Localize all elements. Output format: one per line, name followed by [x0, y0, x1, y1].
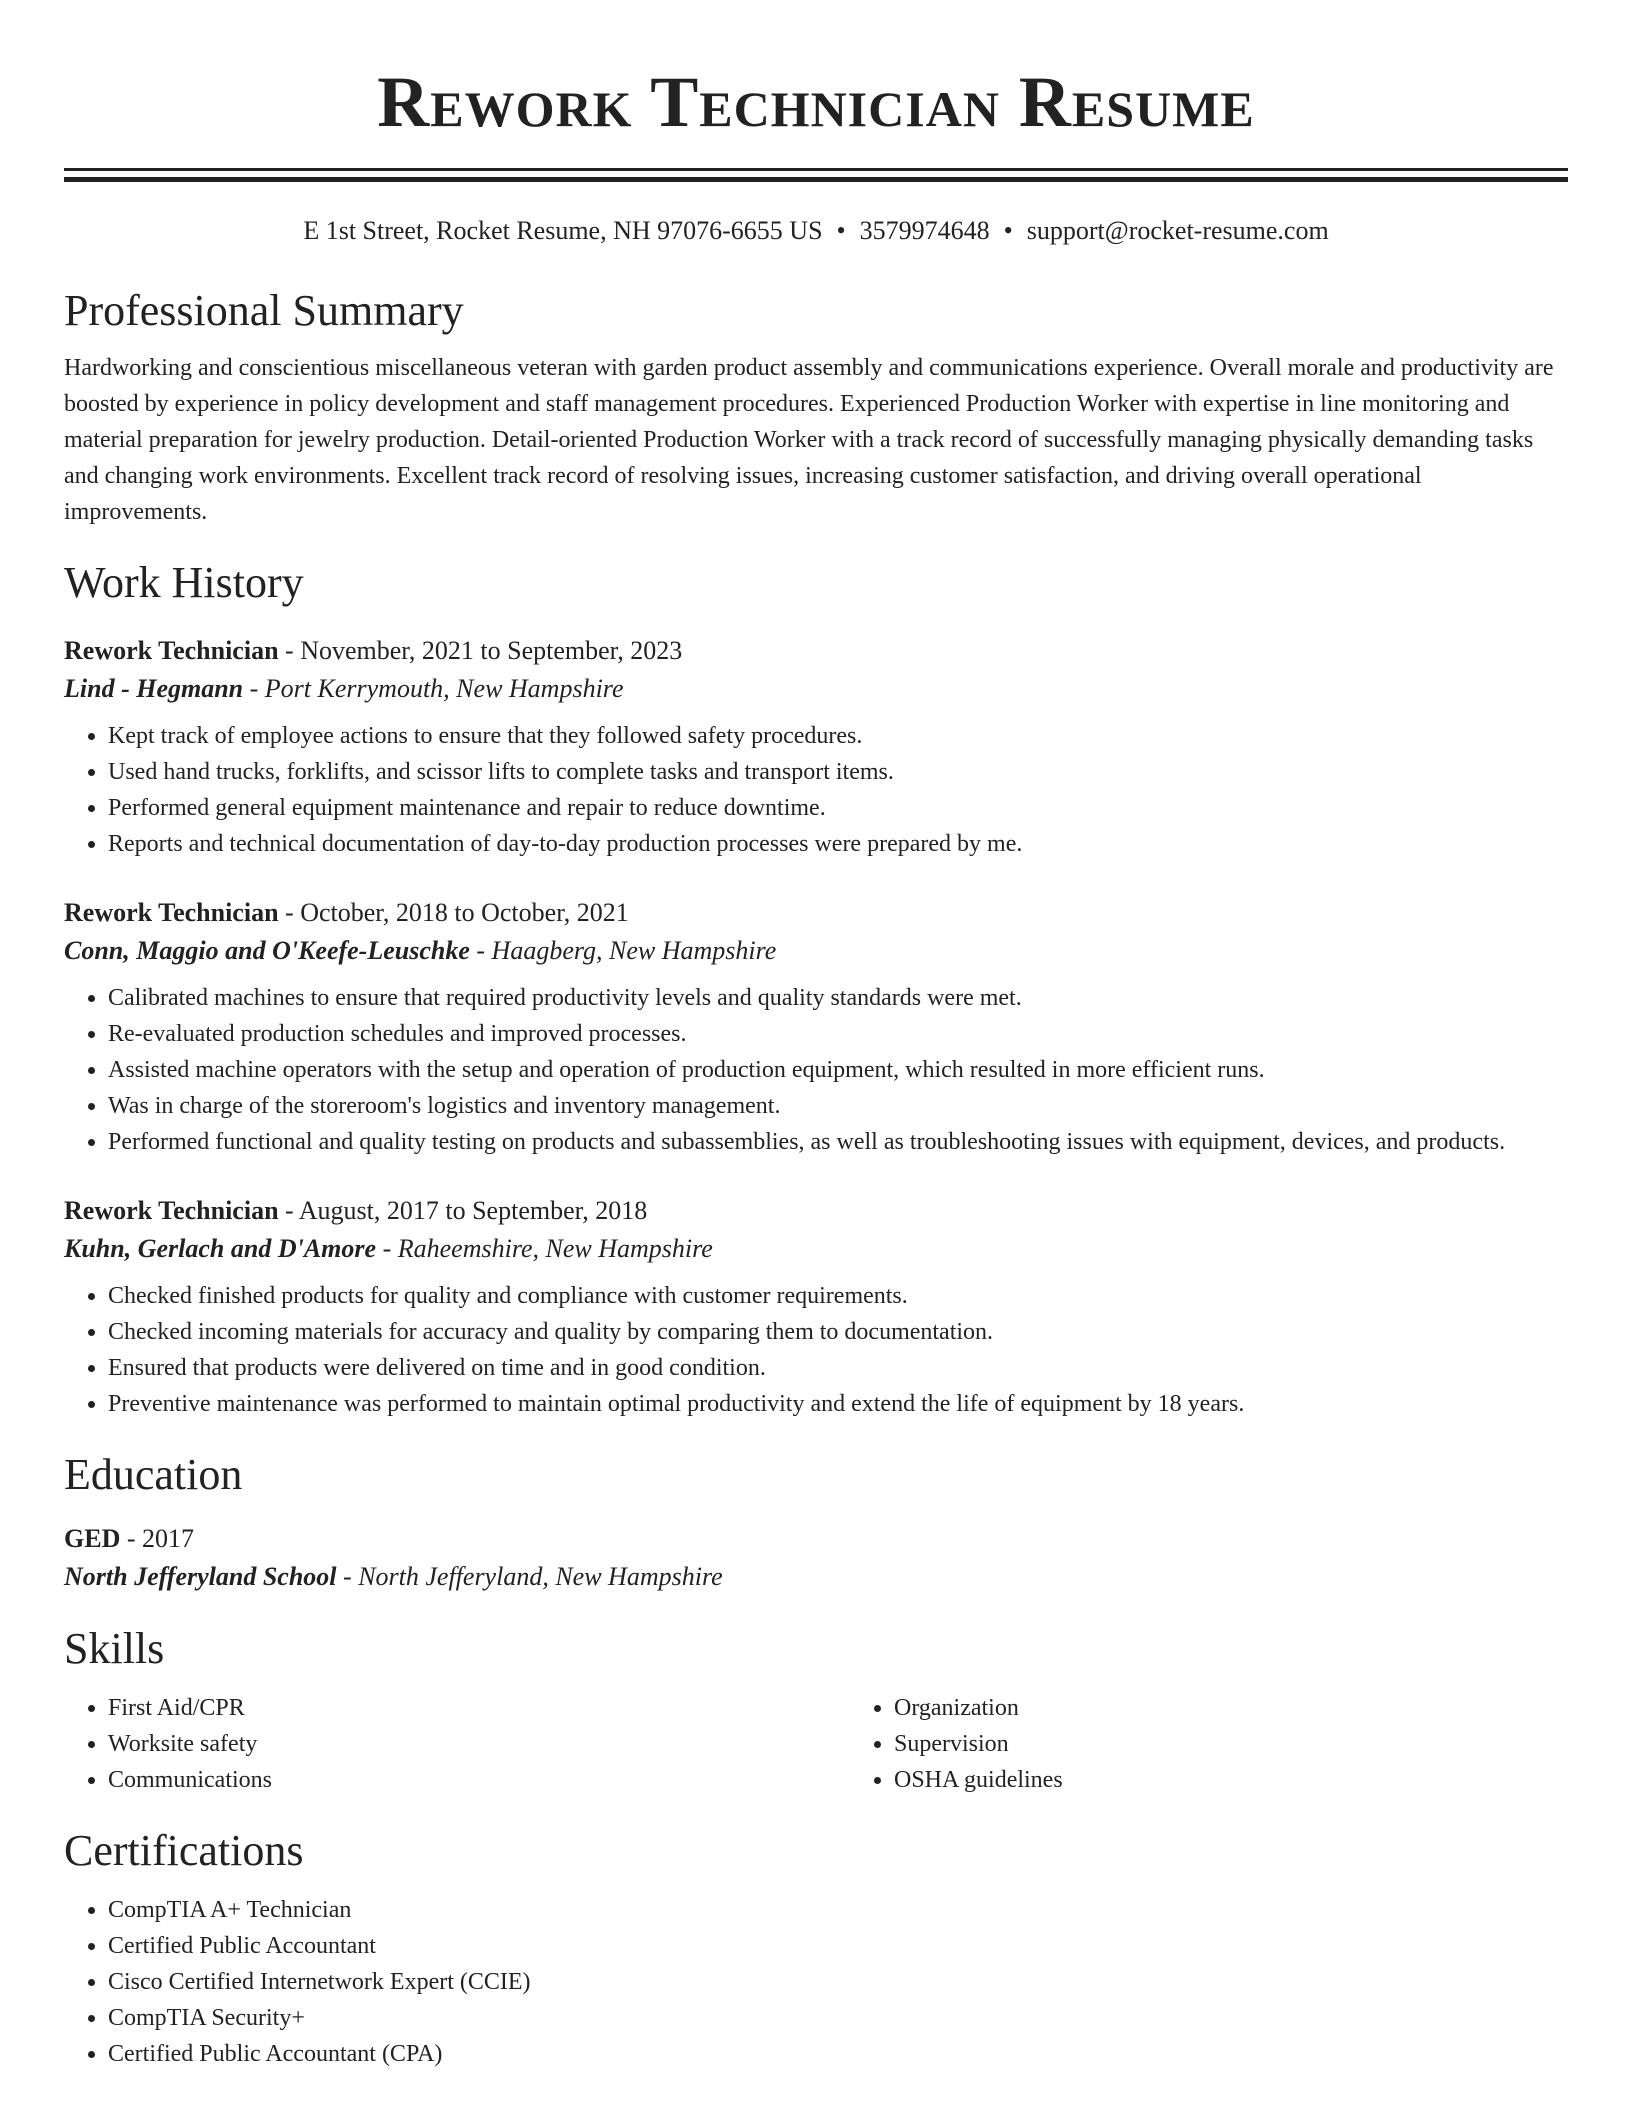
job-location: - Haagberg, New Hampshire [469, 936, 777, 965]
skills-right-list [850, 1690, 1632, 1798]
summary-heading: Professional Summary [64, 286, 464, 335]
list-item: • Preventive maintenance was performed to maintain optimal productivity and extend the life of equipment by 18 years. [108, 1386, 1568, 1422]
title-rule-top [64, 168, 1568, 171]
job-employer: Conn, Maggio and O'Keefe-Leuschke [64, 936, 470, 965]
skills-left-list [64, 1690, 850, 1798]
list-item: • Certified Public Accountant (CPA) [108, 2036, 1568, 2072]
job-bullets [64, 1278, 1568, 1422]
education-heading: Education [64, 1450, 243, 1499]
list-item: • OSHA guidelines [894, 1762, 1632, 1798]
contact-separator: • [1003, 216, 1013, 245]
list-item: • First Aid/CPR [108, 1690, 850, 1726]
list-item: • Assisted machine operators with the setup and operation of production equipment, which resulted in more efficient runs. [108, 1052, 1568, 1088]
list-item: • CompTIA A+ Technician [108, 1892, 1568, 1928]
list-item: • Communications [108, 1762, 850, 1798]
job-entry [64, 632, 1568, 862]
job-dates: - October, 2018 to October, 2021 [278, 898, 629, 927]
job-title-line [64, 632, 1568, 670]
certifications-section [64, 1892, 1568, 2072]
list-item: • Cisco Certified Internetwork Expert (CCIE) [108, 1964, 1568, 2000]
contact-separator: • [836, 216, 846, 245]
list-item: • Supervision [894, 1726, 1632, 1762]
skills-columns [64, 1690, 1568, 1798]
job-title: Rework Technician [64, 1196, 279, 1225]
job-employer-line [64, 670, 1568, 708]
contact-line [64, 214, 1568, 248]
education-year: - 2017 [120, 1524, 195, 1553]
education-location: - North Jefferyland, New Hampshire [336, 1562, 723, 1591]
contact-email: support@rocket-resume.com [1026, 216, 1329, 245]
job-employer-line [64, 1230, 1568, 1268]
education-degree-line [64, 1520, 1568, 1558]
list-item: • Performed general equipment maintenance and repair to reduce downtime. [108, 790, 1568, 826]
list-item: • Was in charge of the storeroom's logistics and inventory management. [108, 1088, 1568, 1124]
list-item: • Reports and technical documentation of day-to-day production processes were prepared by me. [108, 826, 1568, 862]
job-employer-line [64, 932, 1568, 970]
job-dates: - August, 2017 to September, 2018 [278, 1196, 648, 1225]
job-dates: - November, 2021 to September, 2023 [278, 636, 683, 665]
title-rule-bottom [64, 177, 1568, 182]
skills-heading: Skills [64, 1624, 165, 1673]
certifications-list [64, 1892, 1568, 2072]
list-item: • Certified Public Accountant [108, 1928, 1568, 1964]
contact-phone: 3579974648 [859, 216, 990, 245]
list-item: • Re-evaluated production schedules and improved processes. [108, 1016, 1568, 1052]
list-item: • Performed functional and quality testing on products and subassemblies, as well as troubleshooting issues with equipment, devices, and products. [108, 1124, 1568, 1160]
job-bullets [64, 718, 1568, 862]
list-item: • Worksite safety [108, 1726, 850, 1762]
list-item: • Kept track of employee actions to ensure that they followed safety procedures. [108, 718, 1568, 754]
list-item: • Ensured that products were delivered on time and in good condition. [108, 1350, 1568, 1386]
resume-title: Rework Technician Resume [377, 62, 1255, 142]
contact-address: E 1st Street, Rocket Resume, NH 97076-6655 US [303, 216, 823, 245]
job-title: Rework Technician [64, 898, 279, 927]
list-item: • Organization [894, 1690, 1632, 1726]
job-title: Rework Technician [64, 636, 279, 665]
job-location: - Raheemshire, New Hampshire [376, 1234, 713, 1263]
job-employer: Lind - Hegmann [64, 674, 244, 703]
certifications-heading: Certifications [64, 1826, 304, 1875]
education-school: North Jefferyland School [64, 1562, 337, 1591]
job-bullets [64, 980, 1568, 1160]
job-entry [64, 894, 1568, 1160]
education-degree: GED [64, 1524, 121, 1553]
job-entry [64, 1192, 1568, 1422]
job-title-line [64, 894, 1568, 932]
job-location: - Port Kerrymouth, New Hampshire [243, 674, 624, 703]
job-title-line [64, 1192, 1568, 1230]
list-item: • Checked incoming materials for accuracy and quality by comparing them to documentation. [108, 1314, 1568, 1350]
list-item: • Used hand trucks, forklifts, and scissor lifts to complete tasks and transport items. [108, 754, 1568, 790]
resume-page [64, 0, 1568, 2072]
work-history-heading: Work History [64, 558, 304, 607]
job-employer: Kuhn, Gerlach and D'Amore [64, 1234, 377, 1263]
list-item: • Checked finished products for quality and compliance with customer requirements. [108, 1278, 1568, 1314]
list-item: • Calibrated machines to ensure that required productivity levels and quality standards were met. [108, 980, 1568, 1016]
education-entry [64, 1520, 1568, 1596]
education-school-line [64, 1558, 1568, 1596]
list-item: • CompTIA Security+ [108, 2000, 1568, 2036]
summary-text: Hardworking and conscientious miscellaneous veteran with garden product assembly and communications experience. Overall morale and productivity are boosted by experience in policy development and staff management procedures. Experienced Production Worker with expertise in line monitoring and material preparation for jewelry production. Detail-oriented Production Worker with a track record of successfully managing physically demanding tasks and changing work environments. Excellent track record of resolving issues, increasing customer satisfaction, and driving overall operational improvements. [64, 355, 1554, 525]
